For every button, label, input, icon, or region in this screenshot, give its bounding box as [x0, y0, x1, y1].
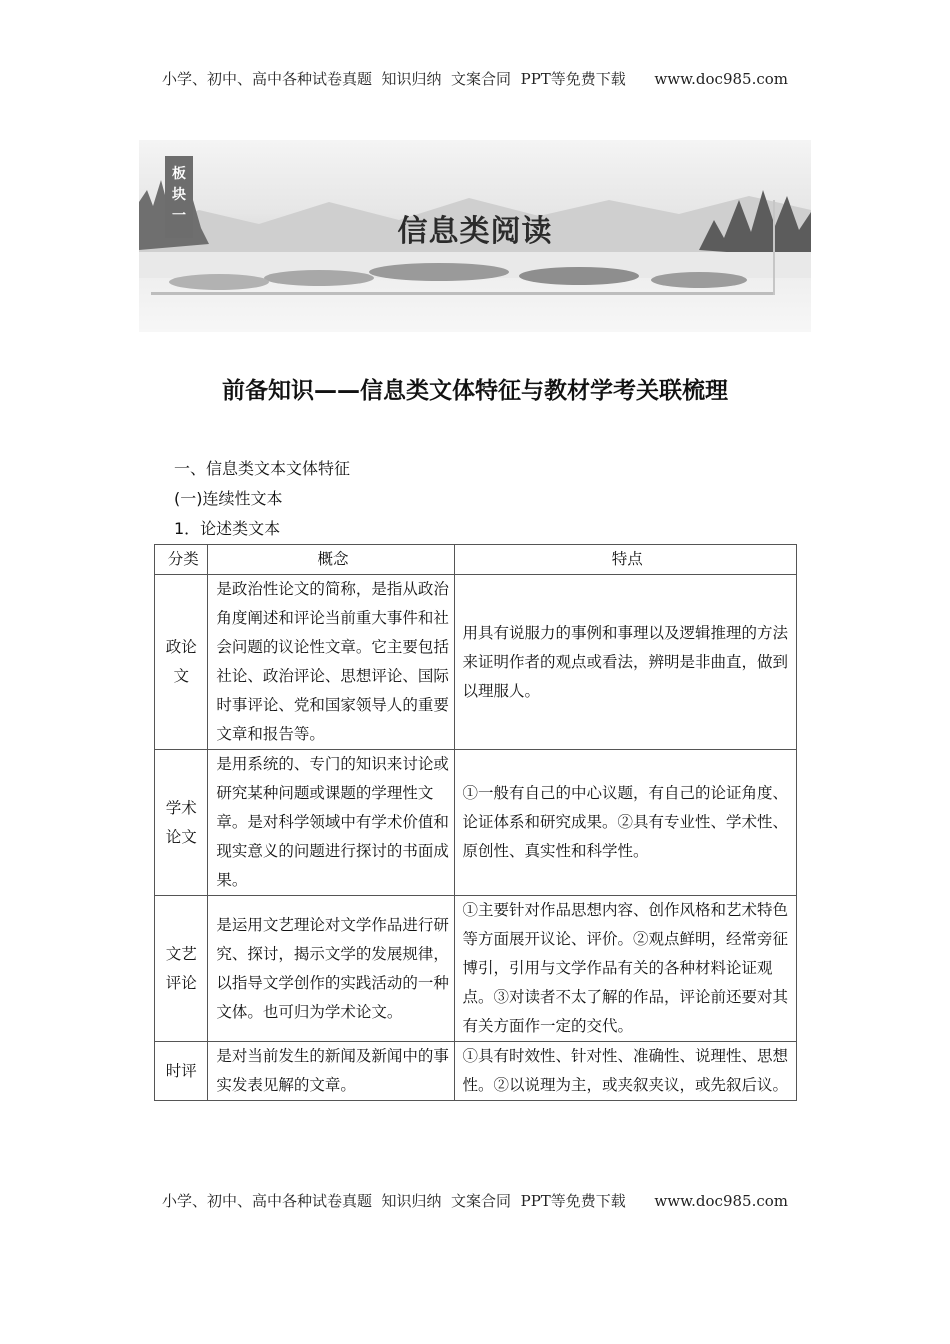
feature-cell: ①具有时效性、针对性、准确性、说理性、思想性。②以说理为主，或夹叙夹议，或先叙后议。	[454, 1042, 796, 1101]
column-header: 概念	[208, 545, 454, 575]
concept-cell: 是对当前发生的新闻及新闻中的事实发表见解的文章。	[208, 1042, 454, 1101]
section-tag-char: 块	[172, 187, 186, 203]
page-footer	[0, 1190, 950, 1211]
essay-types-table	[154, 544, 797, 1101]
sub-subsection-heading: 1．论述类文本	[174, 519, 281, 538]
table-row	[155, 1042, 797, 1101]
table-row	[155, 896, 797, 1042]
concept-cell: 是政治性论文的简称，是指从政治角度阐述和评论当前重大事件和社会问题的议论性文章。它主要包括社论、政治评论、思想评论、国际时事评论、党和国家领导人的重要文章和报告等。	[208, 575, 454, 750]
section-tag-char: 板	[172, 166, 186, 182]
header-left-text: 小学、初中、高中各种试卷真题 知识归纳 文案合同 PPT等免费下载	[161, 70, 626, 88]
section-heading: 一、信息类文本文体特征	[174, 459, 351, 478]
page-title: 前备知识——信息类文体特征与教材学考关联梳理	[222, 378, 728, 404]
section-banner	[139, 140, 811, 332]
feature-cell: 用具有说服力的事例和事理以及逻辑推理的方法来证明作者的观点或看法，辨明是非曲直，做到以理服人。	[454, 575, 796, 750]
footer-website: www.doc985.com	[654, 1192, 788, 1210]
concept-cell: 是用系统的、专门的知识来讨论或研究某种问题或课题的学理性文章。是对科学领域中有学术价值和现实意义的问题进行探讨的书面成果。	[208, 750, 454, 896]
feature-cell: ①主要针对作品思想内容、创作风格和艺术特色等方面展开议论、评价。②观点鲜明，经常旁征博引，引用与文学作品有关的各种材料论证观点。③对读者不太了解的作品，评论前还要对其有关方面作一定的交代。	[454, 896, 796, 1042]
table-row	[155, 575, 797, 750]
section-tag-char: 一	[172, 208, 186, 224]
category-cell: 文艺评论	[155, 896, 208, 1042]
category-cell: 政论文	[155, 575, 208, 750]
category-cell: 时评	[155, 1042, 208, 1101]
column-header: 分类	[155, 545, 208, 575]
concept-cell: 是运用文艺理论对文学作品进行研究、探讨，揭示文学的发展规律，以指导文学创作的实践活动的一种文体。也可归为学术论文。	[208, 896, 454, 1042]
column-header: 特点	[454, 545, 796, 575]
footer-left-text: 小学、初中、高中各种试卷真题 知识归纳 文案合同 PPT等免费下载	[161, 1192, 626, 1210]
feature-cell: ①一般有自己的中心议题，有自己的论证角度、论证体系和研究成果。②具有专业性、学术性、原创性、真实性和科学性。	[454, 750, 796, 896]
category-cell: 学术论文	[155, 750, 208, 896]
header-website: www.doc985.com	[654, 70, 788, 88]
subsection-heading: (一)连续性文本	[174, 489, 283, 508]
table-row	[155, 750, 797, 896]
page-header	[0, 68, 950, 89]
table-header-row	[155, 545, 797, 575]
banner-title: 信息类阅读	[397, 214, 553, 249]
